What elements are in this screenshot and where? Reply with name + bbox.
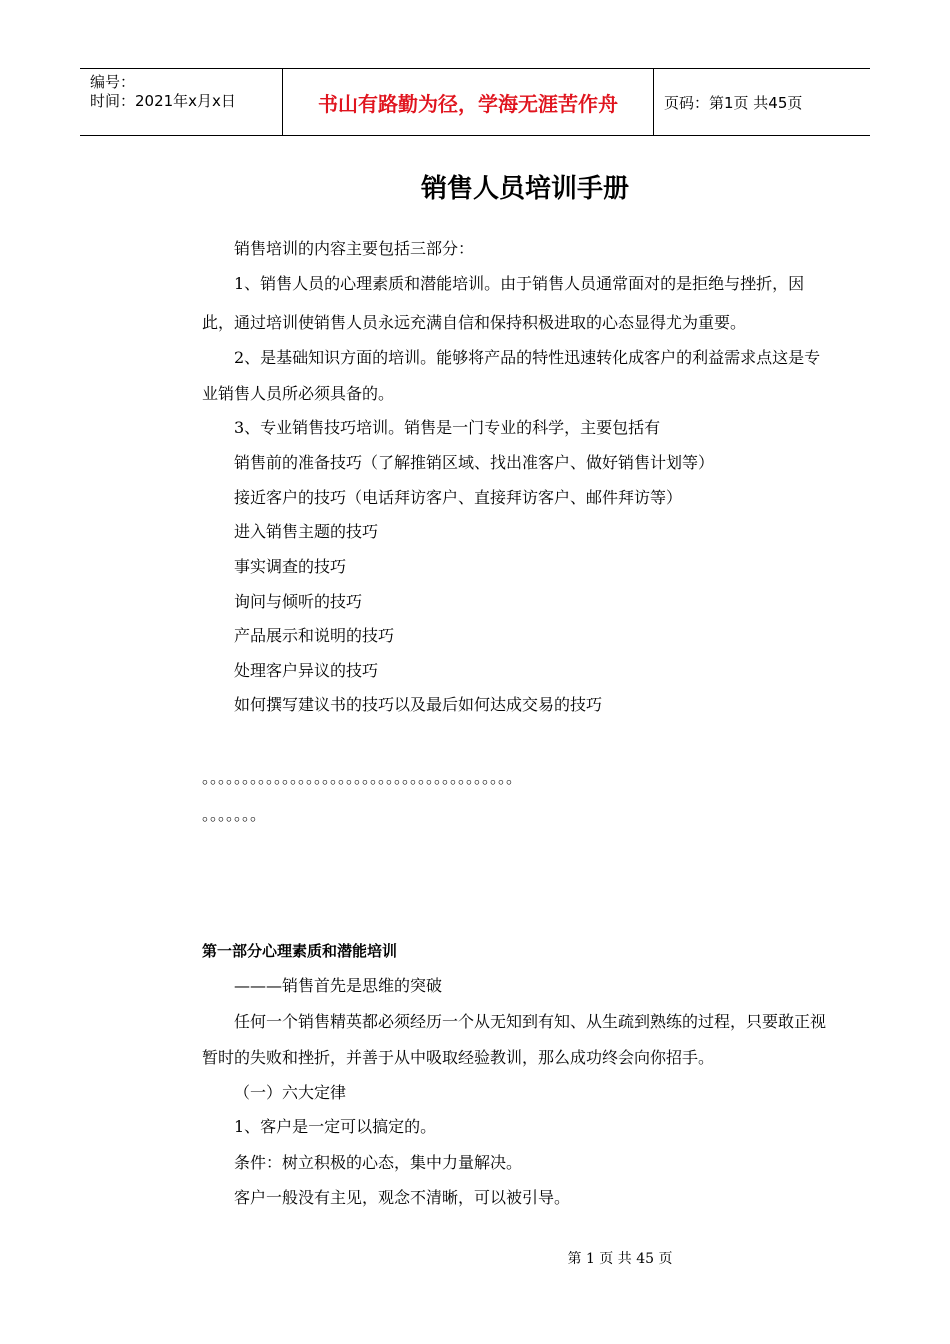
paragraph-line: 任何一个销售精英都必须经历一个从无知到有知、从生疏到熟练的过程，只要敢正视	[234, 1012, 827, 1031]
dots-line: 。。。。。。。	[202, 805, 267, 824]
paragraph-line: 此，通过培训使销售人员永远充满自信和保持积极进取的心态显得尤为重要。	[202, 313, 747, 332]
paragraph-line: 销售培训的内容主要包括三部分：	[234, 239, 475, 258]
list-item: 接近客户的技巧（电话拜访客户、直接拜访客户、邮件拜访等）	[234, 488, 683, 507]
page-footer: 第 1 页 共 45 页	[567, 1251, 673, 1267]
section-heading: 第一部分心理素质和潜能培训	[202, 942, 398, 960]
section-subtitle: ———销售首先是思维的突破	[234, 976, 443, 995]
list-item: 询问与倾听的技巧	[234, 592, 363, 611]
paragraph-line: 客户一般没有主见，观念不清晰，可以被引导。	[234, 1188, 571, 1207]
subsection-heading: （一）六大定律	[234, 1083, 347, 1102]
list-item: 处理客户异议的技巧	[234, 661, 379, 680]
paragraph-line: 3、专业销售技巧培训。销售是一门专业的科学，主要包括有	[234, 418, 661, 437]
paragraph-line: 条件：树立积极的心态，集中力量解决。	[234, 1153, 523, 1172]
number-label: 编号：	[90, 73, 136, 91]
list-item: 如何撰写建议书的技巧以及最后如何达成交易的技巧	[234, 695, 603, 714]
paragraph-line: 2、是基础知识方面的培训。能够将产品的特性迅速转化成客户的利益需求点这是专	[234, 348, 821, 367]
paragraph-line: 业销售人员所必须具备的。	[202, 384, 395, 403]
header-page-info: 页码：第1页 共45页	[664, 93, 803, 112]
paragraph-line: 1、销售人员的心理素质和潜能培训。由于销售人员通常面对的是拒绝与挫折，因	[234, 274, 805, 293]
header-left-cell	[80, 69, 282, 135]
list-item: 销售前的准备技巧（了解推销区域、找出准客户、做好销售计划等）	[234, 453, 715, 472]
header-motto: 书山有路勤为径，学海无涯苦作舟	[282, 69, 654, 135]
time-label: 时间：2021年x月x日	[90, 92, 236, 110]
dots-line: 。。。。。。。。。。。。。。。。。。。。。。。。。。。。。。。。。。。。。。。	[202, 768, 523, 787]
document-title: 销售人员培训手册	[420, 174, 629, 204]
list-item: 产品展示和说明的技巧	[234, 626, 395, 645]
paragraph-line: 暂时的失败和挫折，并善于从中吸取经验教训，那么成功终会向你招手。	[202, 1048, 715, 1067]
list-item: 进入销售主题的技巧	[234, 522, 379, 541]
page-header	[80, 68, 870, 136]
list-item: 事实调查的技巧	[234, 557, 347, 576]
paragraph-line: 1、客户是一定可以搞定的。	[234, 1117, 437, 1136]
